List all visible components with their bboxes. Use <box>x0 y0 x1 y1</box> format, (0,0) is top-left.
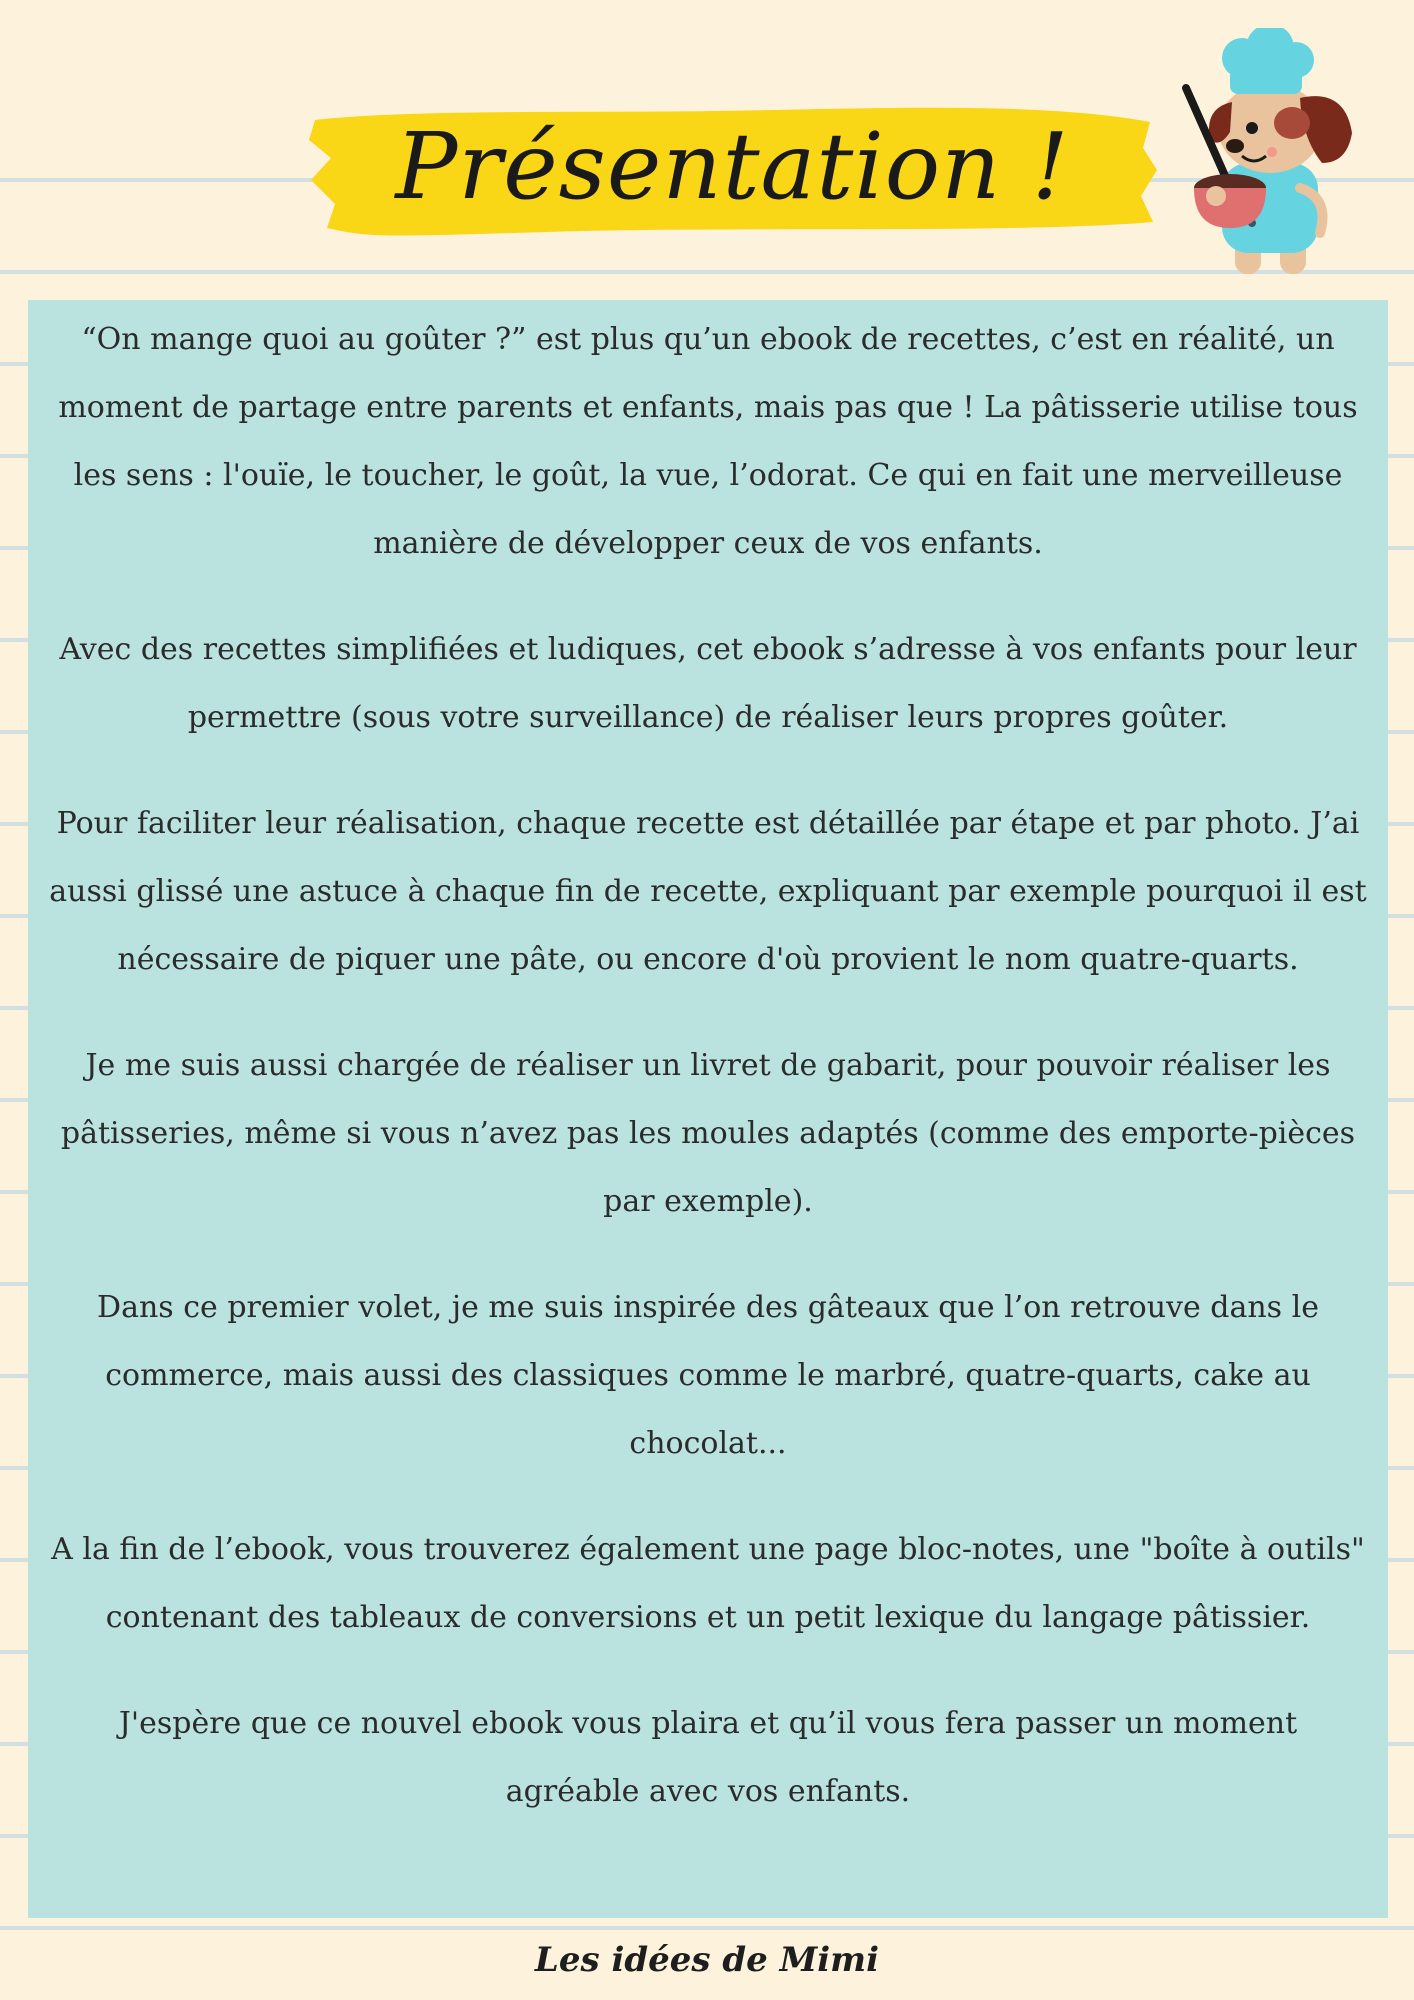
page-title: Présentation ! <box>395 113 1070 220</box>
paragraph: Dans ce premier volet, je me suis inspirée des gâteaux que l’on retrouve dans le commerce, mais aussi des classiques comme le marbré, quatre-quarts, cake au chocolat... <box>97 1290 1319 1461</box>
paragraph: Avec des recettes simplifiées et ludiques, cet ebook s’adresse à vos enfants pour leur permettre (sous votre surveillance) de réaliser leurs propres goûter. <box>59 632 1357 735</box>
paragraph: J'espère que ce nouvel ebook vous plaira et qu’il vous fera passer un moment agréable avec vos enfants. <box>118 1706 1298 1809</box>
presentation-panel <box>28 300 1388 1918</box>
paragraph: “On mange quoi au goûter ?” est plus qu’un ebook de recettes, c’est en réalité, un moment de partage entre parents et enfants, mais pas que ! La pâtisserie utilise tous les sens : l'ouïe, le toucher, le goût, la vue, l’odorat. Ce qui en fait une merveilleuse manière de développer ceux de vos enfants. <box>58 322 1358 561</box>
paragraph: Je me suis aussi chargée de réaliser un livret de gabarit, pour pouvoir réaliser les pâtisseries, même si vous n’avez pas les moules adaptés (comme des emporte-pièces par exemple). <box>60 1048 1356 1219</box>
paragraph: A la fin de l’ebook, vous trouverez également une page bloc-notes, une "boîte à outils" contenant des tableaux de conversions et un petit lexique du langage pâtissier. <box>51 1532 1365 1635</box>
chef-dog-mascot-icon <box>1180 28 1370 278</box>
footer-signature: Les idées de Mimi <box>534 1940 880 1980</box>
paragraph: Pour faciliter leur réalisation, chaque recette est détaillée par étape et par photo. J’ai aussi glissé une astuce à chaque fin de recette, expliquant par exemple pourquoi il est nécessaire de piquer une pâte, ou encore d'où provient le nom quatre-quarts. <box>49 806 1367 977</box>
